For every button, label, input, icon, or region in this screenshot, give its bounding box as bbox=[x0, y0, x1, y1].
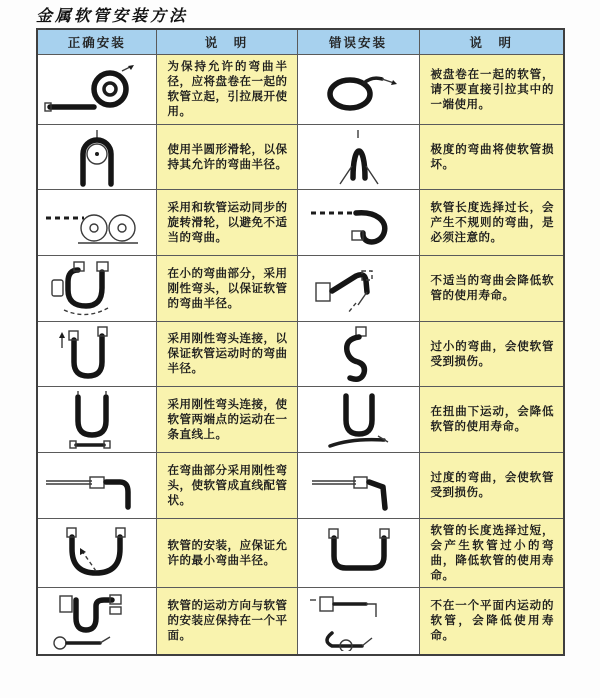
table-row bbox=[37, 255, 564, 321]
table-row bbox=[37, 386, 564, 452]
correct-note: 在小的弯曲部分，采用刚性弯头，以保证软管的弯曲半径。 bbox=[156, 255, 297, 321]
correct-note: 使用半圆形滑轮，以保持其允许的弯曲半径。 bbox=[156, 124, 297, 189]
hose-improper-sharp-bend-icon bbox=[308, 259, 408, 317]
correct-image-cell bbox=[37, 124, 156, 189]
wrong-image-cell bbox=[297, 386, 419, 452]
hose-too-long-irregular-loop-icon bbox=[308, 193, 408, 251]
correct-image-cell bbox=[37, 54, 156, 124]
hose-too-short-flat-u-icon bbox=[308, 524, 408, 582]
hose-motion-out-of-plane-icon bbox=[308, 591, 408, 651]
wrong-image-cell bbox=[297, 255, 419, 321]
table-row bbox=[37, 518, 564, 587]
correct-image-cell bbox=[37, 255, 156, 321]
page-title: 金属软管安装方法 bbox=[36, 6, 189, 25]
wrong-note: 在扭曲下运动，会降低软管的使用寿命。 bbox=[419, 386, 564, 452]
hose-too-small-bend-hook-icon bbox=[308, 325, 408, 383]
hose-extreme-hairpin-bend-icon bbox=[308, 128, 408, 186]
hose-u-moving-under-twist-icon bbox=[308, 390, 408, 448]
wrong-note: 软管长度选择过长，会产生不规则的弯曲，是必须注意的。 bbox=[419, 189, 564, 255]
hose-rigid-elbow-connection-u-icon bbox=[42, 324, 152, 384]
header-correct-note: 说 明 bbox=[156, 29, 297, 54]
correct-image-cell bbox=[37, 452, 156, 518]
wrong-image-cell bbox=[297, 321, 419, 386]
installation-table bbox=[36, 28, 565, 656]
correct-note: 为保持允许的弯曲半径，应将盘卷在一起的软管立起，引拉展开使用。 bbox=[156, 54, 297, 124]
table-header-row bbox=[37, 29, 564, 54]
correct-note: 在弯曲部分采用刚性弯头，使软管成直线配管状。 bbox=[156, 452, 297, 518]
correct-image-cell bbox=[37, 587, 156, 655]
hose-coil-flat-end-pulled-icon bbox=[308, 60, 408, 118]
wrong-note: 不适当的弯曲会降低软管的使用寿命。 bbox=[419, 255, 564, 321]
correct-note: 采用和软管运动同步的旋转滑轮，以避免不适当的弯曲。 bbox=[156, 189, 297, 255]
header-wrong-note: 说 明 bbox=[419, 29, 564, 54]
correct-image-cell bbox=[37, 321, 156, 386]
table-row bbox=[37, 189, 564, 255]
hose-coil-upright-unrolled-icon bbox=[42, 59, 152, 119]
hose-synchronized-rotating-pulleys-icon bbox=[42, 192, 152, 252]
correct-note: 采用刚性弯头连接，以保证软管运动时的弯曲半径。 bbox=[156, 321, 297, 386]
wrong-image-cell bbox=[297, 54, 419, 124]
correct-image-cell bbox=[37, 189, 156, 255]
table-row bbox=[37, 587, 564, 655]
wrong-note: 被盘卷在一起的软管，请不要直接引拉其中的一端使用。 bbox=[419, 54, 564, 124]
hose-u-ends-move-in-line-icon bbox=[42, 389, 152, 449]
hose-overbent-at-elbow-icon bbox=[308, 456, 408, 514]
wrong-note: 不在一个平面内运动的软管，会降低使用寿命。 bbox=[419, 587, 564, 655]
wrong-note: 过小的弯曲，会使软管受到损伤。 bbox=[419, 321, 564, 386]
wrong-image-cell bbox=[297, 124, 419, 189]
wrong-image-cell bbox=[297, 587, 419, 655]
correct-note: 软管的安装，应保证允许的最小弯曲半径。 bbox=[156, 518, 297, 587]
hose-straight-run-rigid-elbow-icon bbox=[42, 455, 152, 515]
correct-note: 软管的运动方向与软管的安装应保持在一个平面。 bbox=[156, 587, 297, 655]
wrong-image-cell bbox=[297, 189, 419, 255]
wrong-note: 软管的长度选择过短，会产生软管过小的弯曲，降低软管的使用寿命。 bbox=[419, 518, 564, 587]
hose-small-bend-rigid-elbow-icon bbox=[42, 258, 152, 318]
header-correct-install: 正确安装 bbox=[37, 29, 156, 54]
wrong-image-cell bbox=[297, 452, 419, 518]
wrong-note: 过度的弯曲，会使软管受到损伤。 bbox=[419, 452, 564, 518]
table-row bbox=[37, 54, 564, 124]
table-row bbox=[37, 321, 564, 386]
hose-over-semicircular-pulley-icon bbox=[42, 127, 152, 187]
header-wrong-install: 错误安装 bbox=[297, 29, 419, 54]
correct-note: 采用刚性弯头连接，使软管两端点的运动在一条直线上。 bbox=[156, 386, 297, 452]
wrong-image-cell bbox=[297, 518, 419, 587]
hose-motion-in-single-plane-trap-icon bbox=[42, 590, 152, 652]
correct-image-cell bbox=[37, 518, 156, 587]
correct-image-cell bbox=[37, 386, 156, 452]
table-row bbox=[37, 124, 564, 189]
table-row bbox=[37, 452, 564, 518]
hose-minimum-bend-radius-u-icon bbox=[42, 523, 152, 583]
wrong-note: 极度的弯曲将使软管损坏。 bbox=[419, 124, 564, 189]
